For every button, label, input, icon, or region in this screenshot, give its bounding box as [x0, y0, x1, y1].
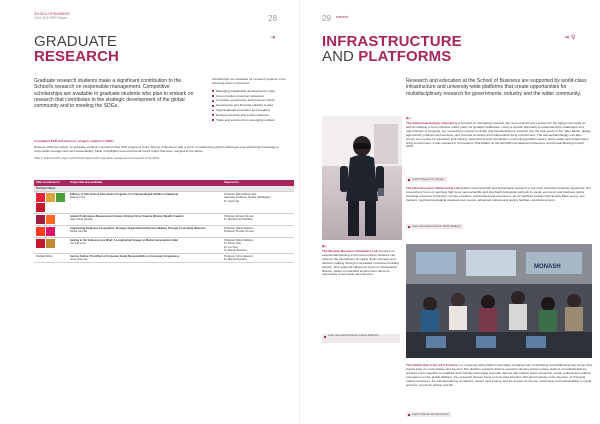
project-candidate: Hsiang Li Ain	[70, 196, 86, 200]
scholarship-area-item: Green market consumer behaviour	[212, 94, 294, 99]
project-candidate: Fong Chee Yen	[70, 258, 88, 262]
lab1-block	[406, 116, 591, 149]
photo-vr-lab	[322, 116, 402, 240]
nav-icons	[564, 35, 588, 41]
scholarship-section	[212, 78, 294, 122]
photo-simulation-lab	[406, 244, 592, 358]
sdg-goal-icon	[36, 203, 45, 212]
table-row	[34, 226, 294, 238]
page-number-left: 28	[268, 14, 277, 23]
arrow-left-icon: ⇤	[406, 116, 412, 122]
lab3-text: provides an experiential learning environment where students can observe the interactions of supply chain concepts and decision making through a simulated 'investment trading activity'. Also supports classroom focus on behavioural finance, where a controlled environment offers an opportunity to test ideas and theories.	[322, 249, 399, 277]
scholarship-area-item: Governance and financial markets in Asia	[212, 103, 294, 108]
title-line-1: GRADUATE	[34, 33, 118, 50]
sdg-cell	[34, 226, 68, 238]
lab2-lead-chip: Lead: Associate Professor Mobin Rabbani	[406, 224, 463, 229]
scholarship-intro: Scholarships are available for research projects in the following areas of business:	[212, 77, 286, 85]
completed-heading: Completed PhD and Honours projects related to SDGs	[34, 139, 114, 143]
project-title: Getting to the Subconscious Mind: A Longitudinal Voyage on Media Consumption Habit	[70, 239, 178, 243]
lab2-name: The Neurobusiness Behavioural Lab	[406, 186, 460, 190]
scholarship-area-item: Entrepreneurship and social enterprise	[212, 113, 294, 118]
sdg-goal-icon	[36, 215, 45, 224]
section-label: research	[336, 15, 349, 19]
page-number-right: 29	[322, 14, 331, 23]
table-caption: Table 4: Selected PhD projects (2019-2020) aligned with responsible management and supports to the SDGs	[34, 156, 160, 160]
page-title-graduate-research	[34, 34, 119, 64]
document-arrow-icon: ⇥	[270, 35, 276, 41]
col-header-sdg: SDG contributed to	[34, 180, 68, 186]
sdg-cell: Multiple SDGs	[34, 254, 68, 263]
right-page	[300, 0, 600, 424]
document-arrow-icon: ⇥	[564, 35, 572, 41]
table-row	[34, 214, 294, 226]
lab1-name: The Gamechanchology Laboratory	[406, 121, 458, 125]
col-header-project: Project title and candidate	[68, 180, 222, 186]
col-header-supervisors: Supervisors	[222, 180, 294, 186]
project-cell	[68, 238, 222, 254]
project-cell	[68, 254, 222, 263]
sdg-goal-icon	[46, 239, 55, 248]
sdg-icon-group	[36, 215, 66, 224]
sdg-icon-group	[36, 239, 66, 248]
table-row	[34, 192, 294, 214]
sdg-goal-icon	[56, 193, 65, 202]
table-row	[34, 238, 294, 254]
lab3-lead-chip: Lead: Associate Professor Jollene Wilkinson	[322, 334, 400, 343]
sdg-icon-group	[36, 227, 66, 236]
completed-paragraph: Between 2019 and 2020, 12 graduate students completed their PhD programs at the School of Business with a focus on addressing global challenges and advancing knowledge in responsible management and sustainability. Table 4 highlights several doctoral thesis topics that were mapped to the SDGs.	[34, 144, 280, 153]
vr-user-figure	[322, 116, 402, 240]
scholarship-area-item: Organisational innovation and creativity	[212, 108, 294, 113]
supervisors-cell: Professor Chris Hancock Dr. Mandy Spiccitus	[222, 254, 294, 263]
sdg-goal-icon	[46, 193, 55, 202]
sdg-icon-group	[36, 193, 66, 212]
lab1-description	[406, 122, 591, 149]
supervisors-cell: Professor Mobin Rabbani Professor Pervaiz Ahmed	[222, 226, 294, 238]
sdg-cell	[34, 214, 68, 226]
photo-sign-text: MONASH	[534, 264, 561, 270]
lab3-description	[322, 244, 400, 277]
completed-projects-section	[34, 140, 294, 160]
lab4-lead-chip: Lead: Professor Pervaiz Ahmed	[406, 412, 451, 417]
sdg-goal-icon	[46, 215, 55, 224]
supervisors-cell: Professor Pervaiz Ahmed Dr. Mohammad Shahban	[222, 214, 294, 226]
title-platforms: PLATFORMS	[358, 48, 452, 65]
header-report-name: 2019-2020 SRP Report	[34, 15, 68, 20]
intro-paragraph: Graduate research students make a significant contribution to the School's research on responsible management. Competitive scholarships are available to graduate students who plan to embark on research that contributes to the strategic development of the global community and to meeting the SDGs.	[34, 78, 194, 110]
project-title: Islamic Performance Measurement System: Driving Firms Towards Wisdom Wealth Creation	[70, 215, 184, 219]
lab2-text: applies neuroscientific and behavioural research to our most important business questions. Our researchers focus on applying high level neuroscientific and psychophysiological methods to social, economic and business topics including consumer behaviour, human emotions, and behavioural economics. All our facilities include high density EEG set-up, eye trackers, psychophysiological measurement setups, advanced behavioural testing facilities, and data servers.	[406, 186, 591, 202]
classroom-scene	[406, 244, 592, 358]
school-header	[34, 13, 70, 21]
scholarship-area-item: Trade and economics in emerging markets	[212, 118, 294, 123]
search-icon: ⚲	[571, 35, 578, 41]
sdg-cell	[34, 192, 68, 214]
arrow-down-icon: ⇤	[322, 244, 328, 250]
page-title-infrastructure	[322, 34, 462, 64]
sdg-goal-icon	[46, 227, 55, 236]
title-line-1: INFRASTRUCTURE	[322, 33, 462, 50]
project-title: Service Failure: The Effect of Corporate Social Responsibility on Consumer Forgiveness	[70, 255, 180, 259]
lab1-text: is focused on translating research into new methods and services for the aging community as well as shaping a more inclusive public policy for geriatric healthcare. Using a specific approach to understand the challenges and opportunities of longevity, our researchers conduct in-depth and interdisciplinary research into the real needs of the older adults, design age-friendly products and services, and promote an active and independent living environment. The Gamechanchology Lab also serves as a centre for education and training, assessment and consultation concerning geriatric issues, home safety and independent living environment. It was featured in 'Innovations That Matter' at the AAGSB International Conference and Annual Meeting in April 2019.	[406, 121, 591, 149]
lab4-text: is a university-wide platform that takes a leading role in identifying and addressing key issues that impact Asia, its communities and beyond. The platform supports diverse research clusters whose unique clusters of multidisciplinary scholars come together to establish and critically interrogate research themes that explore Asia's economic, social, political and cultural emergence on the global platform. Key research themes focus on how Asia interacts with (and impacts) in the direction of changing market structures, the transformations of cultures, values, and society, and the impact of science, technology and sustainability in social spheres, economic activity and life.	[406, 363, 592, 387]
project-candidate: Sujo Lenna Hanifah	[70, 218, 93, 222]
scholarship-area-item: Corporate governance and business ethics	[212, 98, 294, 103]
lab4-description	[406, 364, 592, 387]
supervisors-cell: Professor Mobin Rabbani Dr. Weng Yoke Dr. Lei Yang Dr. Mandy Spiccitus	[222, 238, 294, 254]
title-and: AND	[322, 48, 354, 65]
lab3-name: The Monash Business Simulation Lab	[322, 249, 378, 253]
intro-paragraph: Research and education at the School of Business are supported by world-class infrastructure and university-wide platforms that create opportunities for multidisciplinary research for governments, industry and the wider community.	[406, 78, 587, 97]
table-row	[34, 254, 294, 263]
supervisors-cell: Professor Mahendhiran Nair Associate Professor Santha Vaithilingam Dr. Jason Ng	[222, 192, 294, 214]
lab4-name: The Global Hub in the 21st Century	[406, 363, 458, 367]
scholarship-area-item: Managing sustainable development in Asia	[212, 89, 294, 94]
lab1-lead-chip: Lead: Professor Tim Wough	[406, 177, 447, 182]
sdg-cell	[34, 238, 68, 254]
project-cell	[68, 192, 222, 214]
project-title: Efficacy of After School Intervention Programs for Underprivileged Children in Malaysia	[70, 193, 178, 197]
lab2-description	[406, 187, 591, 203]
project-candidate: Tan Kah Loon	[70, 242, 87, 246]
phd-projects-table	[34, 180, 294, 263]
project-candidate: Nicole Chin Ee	[70, 230, 88, 234]
sdg-goal-icon	[36, 193, 45, 202]
header-school-name: SCHOOL OF BUSINESS	[34, 12, 70, 16]
project-title: Augmenting Employee Cooperation: Strategic Organizational Decision-Making Through Co-working Networks	[70, 227, 206, 231]
scholarship-areas-list	[212, 89, 294, 123]
project-cell	[68, 226, 222, 238]
title-line-2: RESEARCH	[34, 48, 119, 65]
theme-label: Doctoral Thesis	[34, 186, 294, 192]
sdg-goal-icon	[36, 239, 45, 248]
sdg-goal-icon	[36, 227, 45, 236]
project-cell	[68, 214, 222, 226]
